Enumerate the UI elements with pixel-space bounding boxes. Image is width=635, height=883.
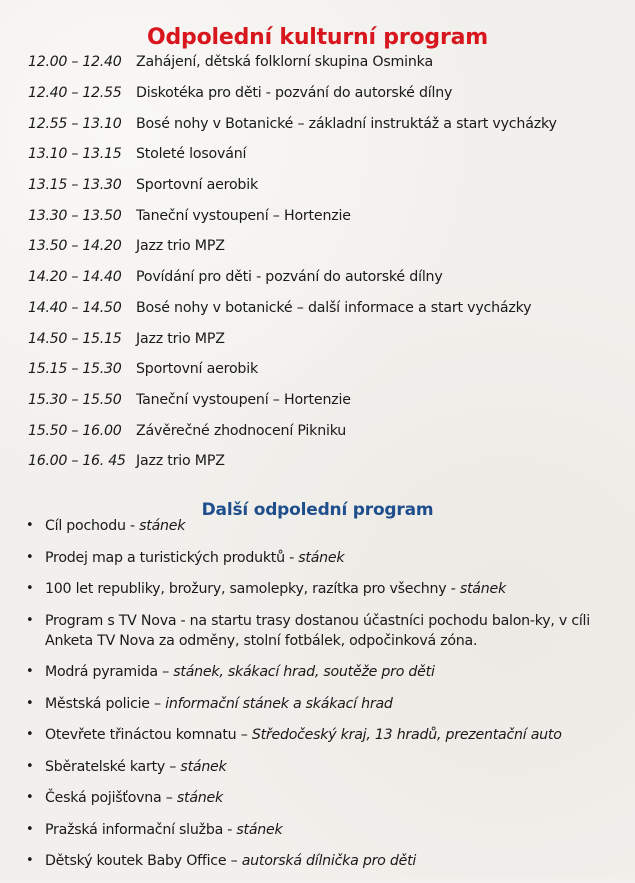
bullet-icon: •	[26, 853, 34, 868]
schedule-time: 13.15 – 13.30	[28, 177, 122, 194]
bullet-icon: •	[26, 821, 34, 837]
list-item-label: Dětský koutek Baby Office	[45, 853, 227, 869]
list-item	[26, 662, 616, 682]
schedule-description: Povídání pro děti - pozvání do autorské dílny	[136, 269, 443, 286]
schedule-time: 12.00 – 12.40	[28, 54, 122, 71]
page-title: Odpolední kulturní program	[147, 24, 488, 50]
list-item-label: Městská policie	[45, 695, 150, 712]
schedule-list	[28, 47, 628, 477]
schedule-description: Sportovní aerobik	[136, 361, 258, 378]
schedule-description: Sportovní aerobik	[136, 177, 258, 194]
section-subtitle: Další odpolední program	[201, 500, 434, 521]
schedule-row	[28, 231, 628, 262]
schedule-time: 14.20 – 14.40	[28, 269, 122, 286]
schedule-time: 13.10 – 13.15	[28, 146, 122, 163]
list-item	[26, 851, 616, 871]
bullet-icon: •	[26, 518, 34, 533]
list-item-note: stánek, skákací hrad, soutěže pro děti	[173, 664, 435, 680]
schedule-row	[28, 47, 628, 78]
bullet-icon: •	[26, 790, 34, 805]
list-item	[26, 579, 616, 599]
schedule-row	[28, 323, 628, 354]
list-item	[26, 548, 616, 568]
bullet-icon: •	[26, 758, 34, 774]
schedule-row	[28, 139, 628, 170]
schedule-row	[28, 200, 628, 231]
list-item	[26, 725, 616, 745]
schedule-time: 12.40 – 12.55	[28, 85, 122, 102]
schedule-time: 13.50 – 14.20	[28, 238, 122, 255]
schedule-row	[28, 78, 628, 109]
list-item-separator: -	[223, 821, 237, 838]
list-item-label: Modrá pyramida	[45, 664, 158, 680]
schedule-description: Závěrečné zhodnocení Pikniku	[136, 422, 347, 439]
schedule-description: Jazz trio MPZ	[136, 238, 225, 255]
bullet-icon: •	[26, 581, 34, 596]
list-item-note: Středočeský kraj, 13 hradů, prezentační auto	[251, 727, 562, 743]
list-item-separator: –	[236, 727, 252, 743]
bullet-icon: •	[26, 549, 34, 565]
list-item-content	[45, 851, 616, 871]
list-item-note: stánek	[180, 758, 227, 775]
schedule-row	[28, 385, 628, 416]
list-item-label: Prodej map a turistických produktů	[45, 549, 285, 566]
schedule-description: Jazz trio MPZ	[136, 453, 225, 470]
schedule-row	[28, 293, 628, 324]
list-item-label: Česká pojišťovna	[45, 790, 162, 806]
schedule-time: 12.55 – 13.10	[28, 115, 122, 132]
schedule-time: 14.40 – 14.50	[28, 299, 122, 316]
list-item-label: Otevřete třináctou komnatu	[45, 727, 237, 743]
bullet-icon: •	[26, 612, 34, 628]
list-item-label: 100 let republiky, brožury, samolepky, razítka pro všechny	[45, 581, 447, 597]
list-item	[26, 694, 616, 714]
schedule-row	[28, 262, 628, 293]
list-item-content	[45, 611, 616, 651]
list-item-content	[45, 579, 616, 599]
list-item-separator: –	[165, 758, 181, 775]
list-item	[26, 611, 616, 651]
list-item	[26, 757, 616, 777]
list-item-note: stánek	[236, 821, 283, 838]
schedule-row	[28, 415, 628, 446]
schedule-time: 15.15 – 15.30	[28, 361, 122, 378]
list-item-separator: –	[226, 853, 242, 869]
schedule-row	[28, 354, 628, 385]
schedule-description: Diskotéka pro děti - pozvání do autorské dílny	[136, 85, 453, 102]
schedule-time: 15.30 – 15.50	[28, 391, 122, 408]
list-item-content	[45, 757, 616, 777]
list-item-content	[45, 788, 616, 808]
list-item-note: informační stánek a skákací hrad	[165, 695, 393, 712]
other-program-list	[26, 516, 616, 883]
list-item-label: Sběratelské karty	[45, 758, 166, 775]
schedule-row	[28, 108, 628, 139]
bullet-icon: •	[26, 695, 34, 711]
list-item-content	[45, 694, 616, 714]
list-item	[26, 516, 616, 536]
schedule-description: Jazz trio MPZ	[136, 330, 225, 347]
schedule-description: Bosé nohy v Botanické – základní instruktáž a start vycházky	[136, 115, 557, 132]
schedule-time: 16.00 – 16. 45	[28, 453, 126, 470]
list-item-label: Program s TV Nova - na startu trasy dostanou účastníci pochodu balon-ky, v cíli Anketa TV Nova za odměny, stolní fotbálek, odpočinková zóna.	[45, 612, 590, 649]
list-item-content	[45, 820, 616, 840]
list-item-content	[45, 548, 616, 568]
list-item-separator: –	[157, 664, 174, 680]
list-item-separator: –	[149, 695, 166, 712]
schedule-description: Bosé nohy v botanické – další informace a start vycházky	[136, 299, 532, 316]
list-item-label: Cíl pochodu	[45, 518, 126, 534]
list-item-note: stánek	[139, 518, 186, 534]
list-item-note: autorská dílnička pro děti	[241, 853, 417, 869]
schedule-row	[28, 170, 628, 201]
list-item-separator: -	[125, 518, 140, 534]
bullet-icon: •	[26, 727, 34, 742]
list-item-label: Pražská informační služba	[45, 821, 224, 838]
list-item-note: stánek	[298, 549, 345, 566]
schedule-row	[28, 446, 628, 477]
list-item-content	[45, 725, 616, 745]
schedule-description: Stoleté losování	[136, 146, 247, 163]
schedule-description: Taneční vystoupení – Hortenzie	[136, 207, 351, 224]
schedule-description: Taneční vystoupení – Hortenzie	[136, 391, 351, 408]
list-item-note: stánek	[176, 790, 223, 806]
list-item-note: stánek	[459, 581, 506, 597]
schedule-time: 15.50 – 16.00	[28, 422, 122, 439]
list-item-content	[45, 516, 616, 536]
bullet-icon: •	[26, 664, 34, 679]
schedule-time: 13.30 – 13.50	[28, 207, 122, 224]
list-item-separator: –	[161, 790, 177, 806]
list-item-separator: -	[284, 549, 299, 566]
list-item	[26, 788, 616, 808]
list-item	[26, 820, 616, 840]
list-item-separator: -	[446, 581, 460, 597]
schedule-description: Zahájení, dětská folklorní skupina Osminka	[136, 54, 433, 71]
schedule-time: 14.50 – 15.15	[28, 330, 122, 347]
list-item-content	[45, 662, 616, 682]
